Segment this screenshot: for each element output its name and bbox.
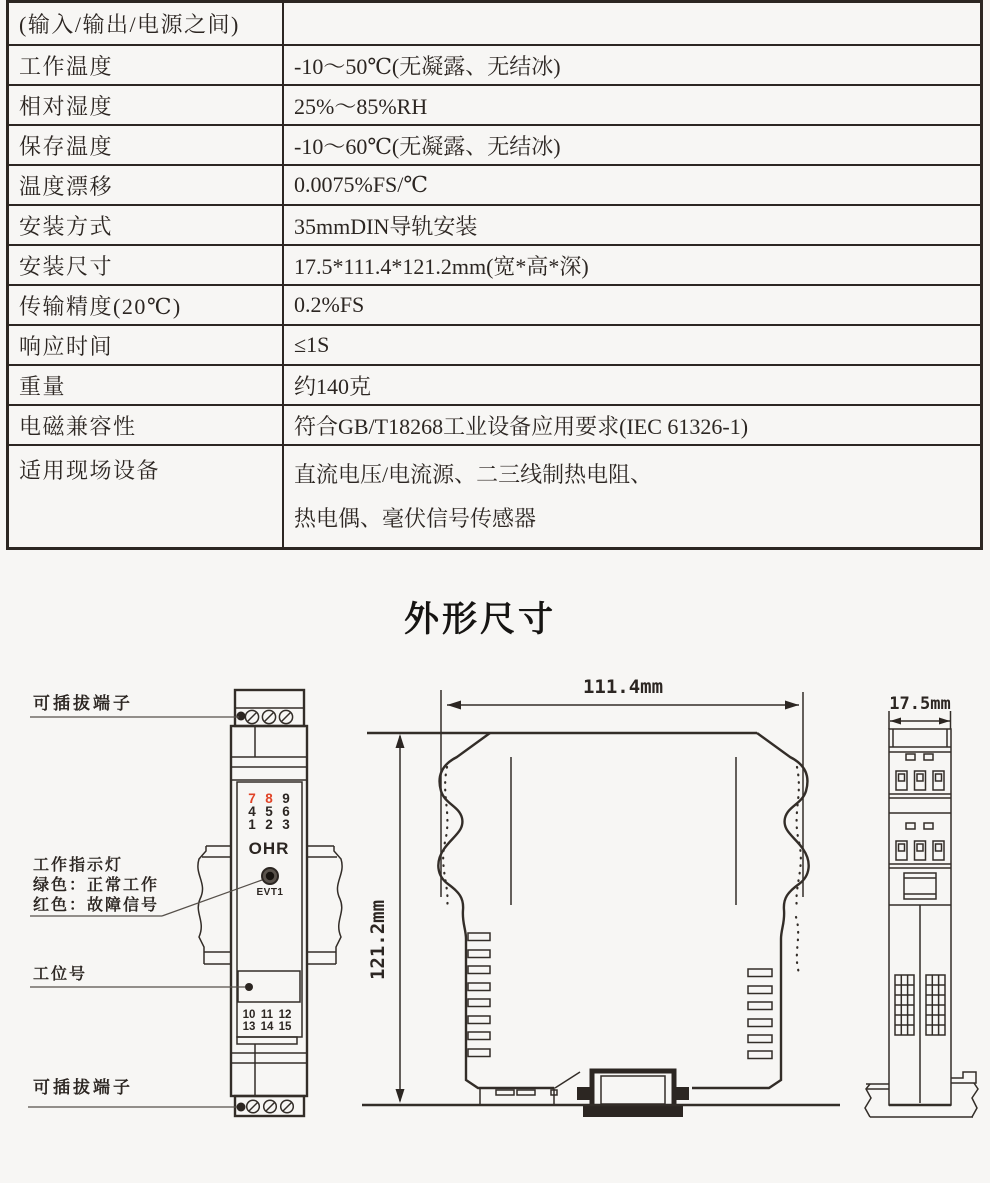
edge-terminals-mid: [896, 823, 944, 860]
dotted-contour-right: [796, 767, 800, 909]
spec-value: 35mmDIN导轨安装: [283, 205, 982, 245]
arrowhead: [785, 701, 799, 710]
label-indicator-red: 红色：故障信号: [33, 897, 160, 914]
arrowhead: [396, 734, 405, 748]
table-row: [8, 205, 982, 245]
table-row: [8, 125, 982, 165]
spec-value: 0.2%FS: [283, 285, 982, 325]
leader-dot-bottom: [237, 1103, 246, 1112]
spec-label: 温度漂移: [8, 165, 284, 205]
spec-value-line: 直流电压/电流源、二三线制热电阻、: [294, 461, 653, 487]
spec-value: 0.0075%FS/℃: [283, 165, 982, 205]
spec-table: [6, 0, 983, 550]
spec-value-line: 热电偶、毫伏信号传感器: [294, 505, 537, 531]
spec-label: 传输精度(20℃): [8, 285, 284, 325]
label-station-number: 工位号: [33, 966, 88, 983]
terminal-number: 11: [260, 1009, 274, 1021]
terminal-number: 2: [265, 817, 273, 832]
spec-label: 重量: [8, 365, 284, 405]
spec-value: [283, 445, 982, 549]
led-label: EVT1: [256, 887, 284, 898]
terminal-number: 3: [282, 817, 290, 832]
spec-value: ≤1S: [283, 325, 982, 365]
label-pluggable-terminal-top: 可插拔端子: [33, 694, 133, 713]
terminal-number: 14: [260, 1021, 274, 1033]
terminal-number: 8: [265, 791, 273, 806]
table-row: [8, 85, 982, 125]
terminal-number: 5: [265, 804, 273, 819]
spec-label: 安装尺寸: [8, 245, 284, 285]
terminal-number: 7: [248, 791, 256, 806]
arrowhead: [890, 718, 901, 725]
module-profile-left: [438, 733, 554, 1088]
dotted-contour-left: [443, 767, 447, 909]
label-indicator-title: 工作指示灯: [33, 857, 124, 874]
label-indicator-green: 绿色：正常工作: [33, 877, 160, 894]
spec-label: 电磁兼容性: [8, 405, 284, 445]
front-view-drawing: [28, 690, 342, 1116]
leader-dot-station: [245, 983, 253, 991]
spec-table-section: [0, 0, 990, 550]
din-rail-edge: [865, 1072, 978, 1117]
terminal-number: 1: [248, 817, 256, 832]
width-dimension-label: 111.4mm: [582, 676, 664, 698]
terminal-numbers-top: [248, 791, 290, 832]
terminal-number: 15: [278, 1021, 292, 1033]
spec-label: 安装方式: [8, 205, 284, 245]
label-pluggable-terminal-bottom: 可插拔端子: [33, 1078, 133, 1097]
side-view-drawing: [362, 676, 840, 1117]
edge-handle: [904, 873, 936, 899]
led-indicator: [262, 868, 278, 884]
terminal-numbers-bottom: [243, 1009, 292, 1033]
spec-label: 保存温度: [8, 125, 284, 165]
table-row: [8, 285, 982, 325]
spec-label: 响应时间: [8, 325, 284, 365]
terminal-number: 6: [282, 804, 290, 819]
table-row: [8, 445, 982, 549]
terminal-number: 10: [242, 1009, 256, 1021]
arrowhead: [939, 718, 950, 725]
spec-value: 17.5*111.4*121.2mm(宽*高*深): [283, 245, 982, 285]
table-row: [8, 365, 982, 405]
table-row: [8, 405, 982, 445]
leader-dot-top: [237, 712, 246, 721]
height-dimension-label: 121.2mm: [367, 899, 389, 981]
arrowhead: [447, 701, 461, 710]
outline-dimensions-drawing: [0, 637, 990, 1183]
edge-view-drawing: [865, 694, 978, 1117]
leader-line: [162, 880, 262, 916]
vent-slots: [468, 933, 772, 1059]
terminal-number: 9: [282, 791, 290, 806]
table-row: [8, 165, 982, 205]
spec-value: 25%～85%RH: [283, 85, 982, 125]
terminal-number: 13: [242, 1021, 256, 1033]
dotted-contour-right-lower: [796, 917, 799, 973]
terminal-number: 4: [248, 804, 256, 819]
table-row: [8, 2, 982, 46]
table-row: [8, 45, 982, 85]
spec-label: 工作温度: [8, 45, 284, 85]
brand-logo: OHR: [248, 839, 290, 858]
spec-value: [283, 2, 982, 46]
section-title: 外形尺寸: [403, 600, 556, 639]
spec-label: 相对湿度: [8, 85, 284, 125]
edge-terminals-top: [896, 754, 944, 790]
spec-value: 约140克: [283, 365, 982, 405]
spec-label: 适用现场设备: [8, 445, 284, 549]
din-rail-front: [198, 846, 342, 964]
din-clip: [480, 1071, 689, 1117]
spec-value: -10～60℃(无凝露、无结冰): [283, 125, 982, 165]
table-row: [8, 245, 982, 285]
terminal-screws-bottom: [247, 1100, 294, 1113]
terminal-number: 12: [278, 1009, 292, 1021]
spec-value: 符合GB/T18268工业设备应用要求(IEC 61326-1): [283, 405, 982, 445]
arrowhead: [396, 1089, 405, 1103]
terminal-screws-top: [245, 710, 292, 723]
depth-dimension-label: 17.5mm: [889, 694, 951, 714]
spec-value: -10～50℃(无凝露、无结冰): [283, 45, 982, 85]
spec-label: (输入/输出/电源之间): [8, 2, 284, 46]
table-row: [8, 325, 982, 365]
